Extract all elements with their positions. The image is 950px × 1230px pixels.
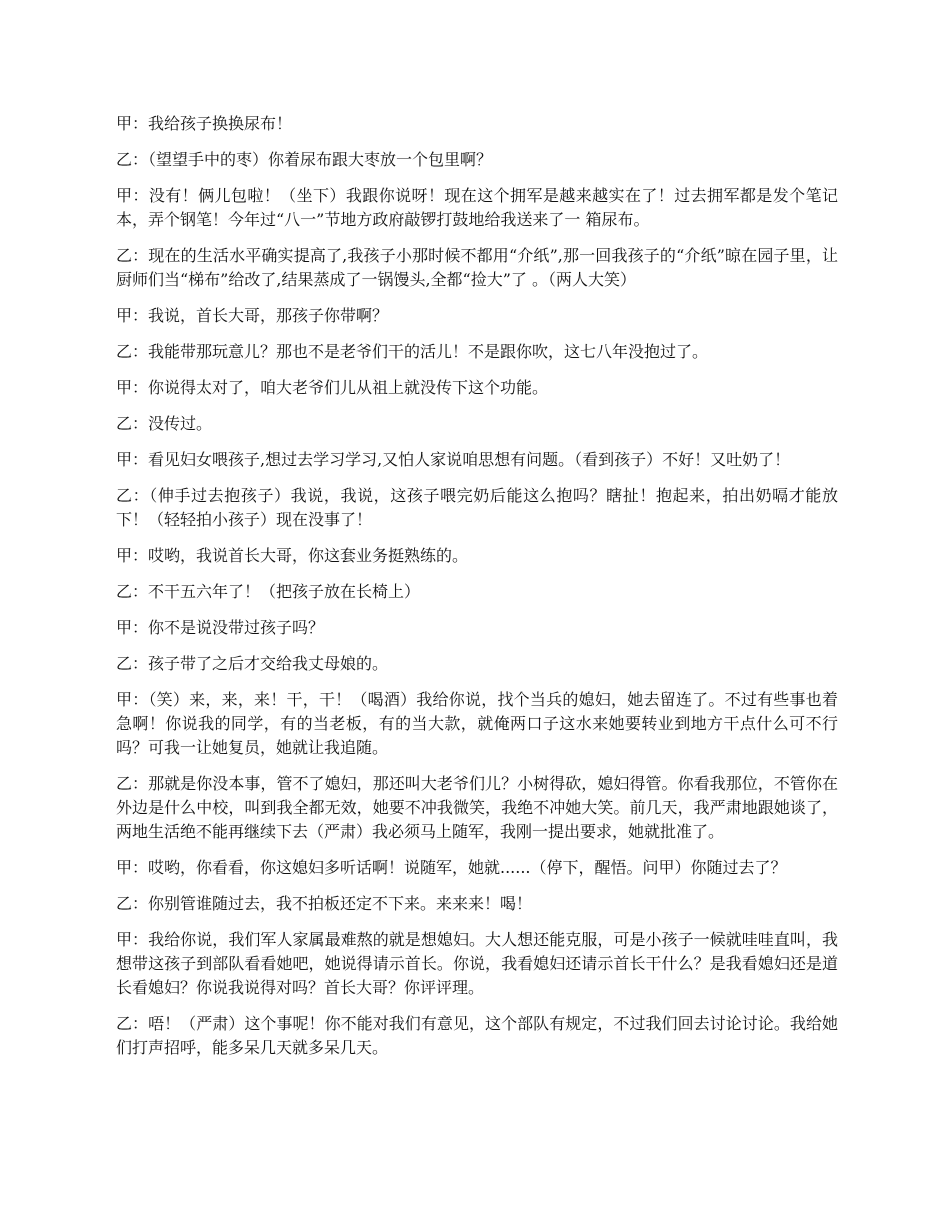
dialogue-line: 甲：我给孩子换换尿布！ <box>116 114 293 133</box>
dialogue-line: 乙：现在的生活水平确实提高了,我孩子小那时候不都用“介纸”,那一回我孩子的“介纸”晾在园子里，让厨师们当“梯布”给改了,结果蒸成了一锅馒头,全都“捡大”了 。（两人大笑） <box>116 246 838 289</box>
dialogue-line: 甲：（笑）来，来，来！干，干！（喝酒）我给你说，找个当兵的媳妇，她去留连了。不过有些事也着急啊！你说我的同学，有的当老板，有的当大款，就俺两口子这水来她要转业到地方干点什么可不行吗？可我一让她复员，她就让我追随。 <box>116 690 838 757</box>
dialogue-line: 乙：不干五六年了！（把孩子放在长椅上） <box>116 582 421 601</box>
dialogue-line: 甲：没有！俩儿包啦！（坐下）我跟你说呀！现在这个拥军是越来越实在了！过去拥军都是发个笔记本，弄个钢笔！今年过“八一”节地方政府敲锣打鼓地给我送来了一 箱尿布。 <box>116 186 838 229</box>
dialogue-line: 乙：孩子带了之后才交给我丈母娘的。 <box>116 654 389 673</box>
dialogue-line: 甲：你说得太对了，咱大老爷们儿从祖上就没传下这个功能。 <box>116 378 549 397</box>
dialogue-line: 甲：哎哟，你看看，你这媳妇多听话啊！说随军，她就......（停下，醒悟。问甲）你随过去了？ <box>116 858 787 877</box>
dialogue-line: 乙：那就是你没本事，管不了媳妇，那还叫大老爷们儿？小树得砍，媳妇得管。你看我那位，不管你在外边是什么中校，叫到我全都无效，她要不冲我微笑，我绝不冲她大笑。前几天，我严肃地跟她谈了，两地生活绝不能再继续下去（严肃）我必须马上随军，我刚一提出要求，她就批准了。 <box>116 774 838 841</box>
document-body <box>116 112 838 1072</box>
dialogue-line: 甲：我给你说，我们军人家属最难熬的就是想媳妇。大人想还能克服，可是小孩子一候就哇哇直叫，我想带这孩子到部队看看她吧，她说得请示首长。你说，我看媳妇还请示首长干什么？是我看媳妇还是道长看媳妇？你说我说得对吗？首长大哥？你评评理。 <box>116 930 838 997</box>
dialogue-line: 甲：你不是说没带过孩子吗？ <box>116 618 325 637</box>
dialogue-line: 乙：没传过。 <box>116 414 213 433</box>
dialogue-line: 乙：我能带那玩意儿？那也不是老爷们干的活儿！不是跟你吹，这七八年没抱过了。 <box>116 342 709 361</box>
dialogue-line: 乙：你别管谁随过去，我不拍板还定不下来。来来来！喝！ <box>116 894 533 913</box>
dialogue-line: 甲：我说，首长大哥，那孩子你带啊？ <box>116 306 389 325</box>
dialogue-line: 乙：（伸手过去抱孩子）我说，我说，这孩子喂完奶后能这么抱吗？瞎扯！抱起来，拍出奶嗝才能放下！（轻轻拍小孩子）现在没事了！ <box>116 486 838 529</box>
dialogue-line: 乙：唔！（严肃）这个事呢！你不能对我们有意见，这个部队有规定，不过我们回去讨论讨论。我给她们打声招呼，能多呆几天就多呆几天。 <box>116 1014 838 1057</box>
dialogue-line: 甲：看见妇女喂孩子,想过去学习学习,又怕人家说咱思想有问题。（看到孩子）不好！又吐奶了！ <box>116 450 791 469</box>
dialogue-line: 甲：哎哟，我说首长大哥，你这套业务挺熟练的。 <box>116 546 469 565</box>
dialogue-line: 乙：（望望手中的枣）你着尿布跟大枣放一个包里啊？ <box>116 150 493 169</box>
